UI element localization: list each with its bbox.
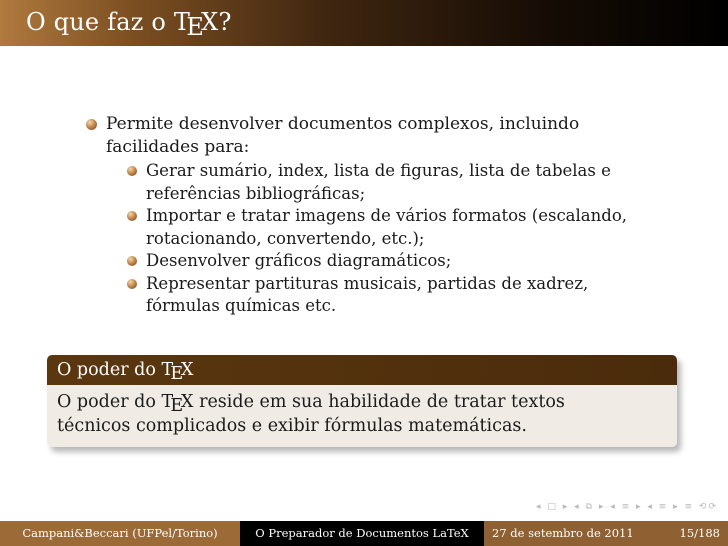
- footer-date: 27 de setembro de 2011: [492, 526, 634, 540]
- latex-logo: LaTeX: [432, 526, 469, 540]
- sub-list-item: [146, 250, 656, 273]
- sub-list-item: [146, 205, 656, 250]
- block-body-text: técnicos complicados e exibir fórmulas matemáticas.: [57, 416, 527, 436]
- frame-title-suffix: ?: [218, 8, 232, 36]
- block-title-text: O poder do: [57, 360, 156, 380]
- main-list-item: [96, 113, 656, 318]
- main-item-line1: Permite desenvolver documentos complexos, incluindo: [106, 114, 580, 134]
- sub-list-item: [146, 160, 656, 205]
- block-title: [47, 355, 677, 385]
- sub-item-text: Gerar sumário, index, lista de figuras, lista de tabelas e: [146, 161, 611, 180]
- sub-item-text: Desenvolver gráficos diagramáticos;: [146, 251, 452, 270]
- bullet-ball-icon: [127, 166, 137, 176]
- frame-title-bar: [0, 0, 728, 46]
- footer-title: [240, 521, 484, 546]
- footer-date-bar: [484, 521, 728, 546]
- block-body-text: O poder do: [57, 392, 156, 412]
- bullet-ball-icon: [127, 211, 137, 221]
- bullet-ball-icon: [127, 279, 137, 289]
- frame-title: [26, 8, 232, 42]
- page-number: 15/188: [679, 526, 720, 540]
- main-item-line2: facilidades para:: [106, 137, 250, 157]
- sub-item-text: Representar partituras musicais, partidas de xadrez,: [146, 273, 589, 293]
- block-body: [47, 385, 677, 447]
- sub-item-text: Importar e tratar imagens de vários formatos (escalando,: [146, 206, 627, 225]
- footer-author: Campani&Beccari (UFPel/Torino): [0, 521, 240, 546]
- bullet-ball-icon: [86, 119, 97, 130]
- sub-bullet-list: [106, 160, 656, 318]
- sub-item-text: referências bibliográficas;: [146, 183, 366, 203]
- main-bullet-list: [96, 113, 656, 318]
- footer: [0, 521, 728, 546]
- tex-logo: TEX: [161, 360, 194, 384]
- navigation-symbols-icon[interactable]: ◂ □ ▸ ◂ ⧉ ▸ ◂ ≡ ▸ ◂ ≡ ▸ ≡ ⟲⟳: [536, 502, 718, 512]
- footer-title-text: O Preparador de Documentos: [255, 526, 429, 540]
- tex-logo: TEX: [173, 8, 219, 42]
- tex-logo: TEX: [161, 392, 194, 416]
- block-body-text: reside em sua habilidade de tratar textos: [199, 392, 565, 412]
- sub-item-text: rotacionando, convertendo, etc.);: [146, 228, 425, 248]
- sub-item-text: fórmulas químicas etc.: [146, 296, 337, 315]
- bullet-ball-icon: [127, 256, 137, 266]
- sub-list-item: [146, 273, 656, 318]
- frame-title-text: O que faz o: [26, 8, 167, 36]
- theorem-block: [47, 355, 677, 447]
